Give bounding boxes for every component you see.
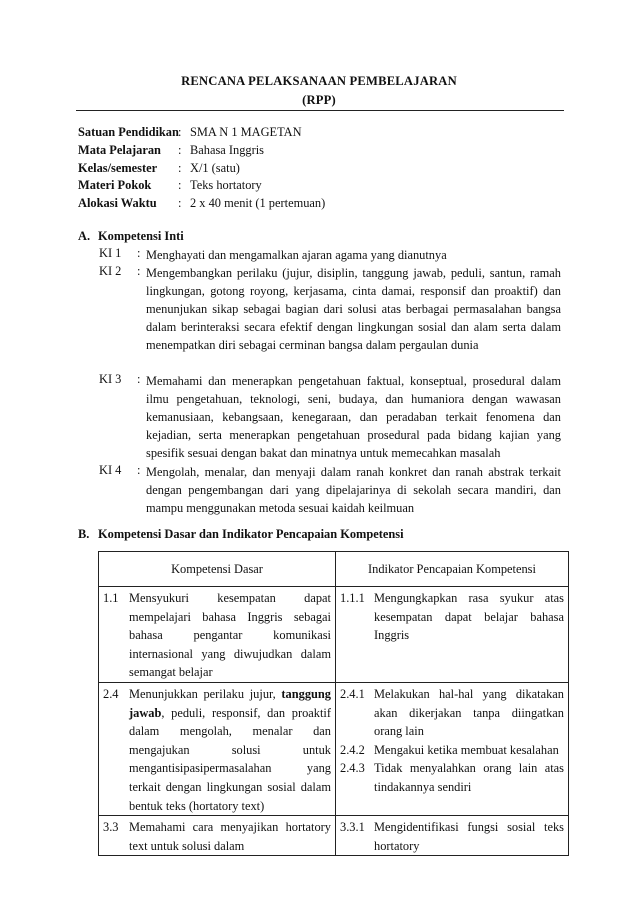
ki-code: KI 4 xyxy=(99,463,122,477)
kd-text: Memahami cara menyajikan hortatory text untuk solusi dalam xyxy=(129,820,331,853)
identity-colon: : xyxy=(178,143,182,157)
section-title: Kompetensi Dasar dan Indikator Pencapaian Kompetensi xyxy=(98,527,404,541)
identity-value: X/1 (satu) xyxy=(190,161,240,175)
indicator-number: 2.4.1 xyxy=(340,686,365,701)
indicator-text: Melakukan hal-hal yang dikatakan akan dikerjakan tanpa diingatkan orang lain xyxy=(374,686,564,739)
section-b-heading xyxy=(78,527,404,542)
identity-value: Bahasa Inggris xyxy=(190,143,264,157)
identity-colon: : xyxy=(178,125,182,139)
indicator-text: Mengidentifikasi fungsi sosial teks hortatory xyxy=(374,820,564,853)
ki-code: KI 2 xyxy=(99,264,122,278)
identity-colon: : xyxy=(178,161,182,175)
indicator-cell xyxy=(336,587,568,645)
section-letter: B. xyxy=(78,527,90,541)
kd-number: 3.3 xyxy=(103,820,119,835)
ki-text: Menghayati dan mengamalkan ajaran agama yang dianutnya xyxy=(146,248,447,262)
ki-code: KI 1 xyxy=(99,246,122,260)
identity-colon: : xyxy=(178,178,182,192)
identity-label: Materi Pokok xyxy=(78,178,152,192)
indicator-cell xyxy=(336,816,568,855)
identity-label: Alokasi Waktu xyxy=(78,196,157,210)
indicator-number: 2.4.3 xyxy=(340,761,365,776)
table-header-row xyxy=(99,552,569,587)
document-title: RENCANA PELAKSANAAN PEMBELAJARAN xyxy=(181,74,457,88)
indicator-item xyxy=(340,759,564,796)
indicator-number: 2.4.2 xyxy=(340,742,365,757)
ki-text: Memahami dan menerapkan pengetahuan faktual, konseptual, prosedural dalam ilmu pengetahuan, teknologi, seni, budaya, dan humaniora dengan wawasan kemanusiaan, kebangsaan, kenegaraan, dan peradaban terkait fenomena dan kejadian, serta menerapkan pengetahuan prosedural pada bidang kajian yang spesifik sesuai dengan bakat dan minatnya untuk memecahkan masalah xyxy=(146,374,561,461)
table-row xyxy=(99,682,569,815)
kd-text xyxy=(129,685,331,815)
identity-label: Satuan Pendidikan xyxy=(78,125,179,139)
identity-value: 2 x 40 menit (1 pertemuan) xyxy=(190,196,326,210)
ki-colon: : xyxy=(137,463,141,477)
identity-value: Teks hortatory xyxy=(190,178,262,192)
indicator-text: Tidak menyalahkan orang lain atas tindakannya sendiri xyxy=(374,761,564,794)
indicator-cell xyxy=(336,683,568,797)
identity-label: Kelas/semester xyxy=(78,161,158,175)
indicator-item xyxy=(340,818,564,855)
ki-colon: : xyxy=(137,246,141,260)
indicator-text: Mengungkapkan rasa syukur atas kesempatan dapat belajar bahasa Inggris xyxy=(374,591,564,643)
indicator-number: 1.1.1 xyxy=(340,591,365,605)
kd-text: Mensyukuri kesempatan dapat mempelajari bahasa Inggris sebagai bahasa pengantar komunikasi internasional yang diwujudkan dalam semangat belajar xyxy=(129,591,331,680)
table-row xyxy=(99,587,569,683)
kd-cell xyxy=(99,587,335,682)
kd-text-pre: Menunjukkan perilaku jujur, xyxy=(129,686,276,701)
kd-cell xyxy=(99,816,335,855)
table-header-indicator: Indikator Pencapaian Kompetensi xyxy=(336,552,569,587)
competency-table xyxy=(98,551,569,856)
indicator-item xyxy=(340,741,564,760)
table-row xyxy=(99,816,569,856)
indicator-item xyxy=(340,685,564,741)
ki-colon: : xyxy=(137,372,141,386)
ki-colon: : xyxy=(137,264,141,278)
document-subtitle: (RPP) xyxy=(302,93,336,107)
identity-label: Mata Pelajaran xyxy=(78,143,161,157)
indicator-item xyxy=(340,589,564,645)
section-title: Kompetensi Inti xyxy=(98,229,184,243)
kd-cell xyxy=(99,683,335,815)
title-divider xyxy=(76,110,564,111)
section-a-heading xyxy=(78,229,184,244)
kd-number: 1.1 xyxy=(103,591,119,605)
ki-text: Mengembangkan perilaku (jujur, disiplin, tanggung jawab, peduli, santun, ramah lingkungan, gotong royong, kerjasama, cinta damai, responsif dan proaktif) dan menunjukan sikap sebagai bagian dari solusi atas berbagai permasalahan bangsa dalam berinteraksi secara efektif dengan lingkungan sosial dan alam serta dalam menempatkan diri sebagai cerminan bangsa dalam pergaulan dunia xyxy=(146,266,561,353)
kd-text-bold: tanggung jawab xyxy=(129,686,331,720)
ki-code: KI 3 xyxy=(99,372,122,386)
ki-text: Mengolah, menalar, dan menyaji dalam ranah konkret dan ranah abstrak terkait dengan pengembangan dari yang dipelajarinya di sekolah secara mandiri, dan mampu menggunakan metoda sesuai kaidah keilmuan xyxy=(146,465,561,516)
table-header-kd: Kompetensi Dasar xyxy=(99,552,336,587)
kd-number: 2.4 xyxy=(103,686,119,701)
indicator-text: Mengakui ketika membuat kesalahan xyxy=(374,742,559,757)
identity-value: SMA N 1 MAGETAN xyxy=(190,125,302,139)
kd-text-post: , peduli, responsif, dan proaktif dalam mengolah, menalar dan mengajukan solusi untuk mengantisipasipermasalahan yang terkait dengan lingkungan sosial dalam bentuk teks (hortatory text) xyxy=(129,705,331,813)
indicator-number: 3.3.1 xyxy=(340,820,365,835)
section-letter: A. xyxy=(78,229,91,243)
identity-colon: : xyxy=(178,196,182,210)
